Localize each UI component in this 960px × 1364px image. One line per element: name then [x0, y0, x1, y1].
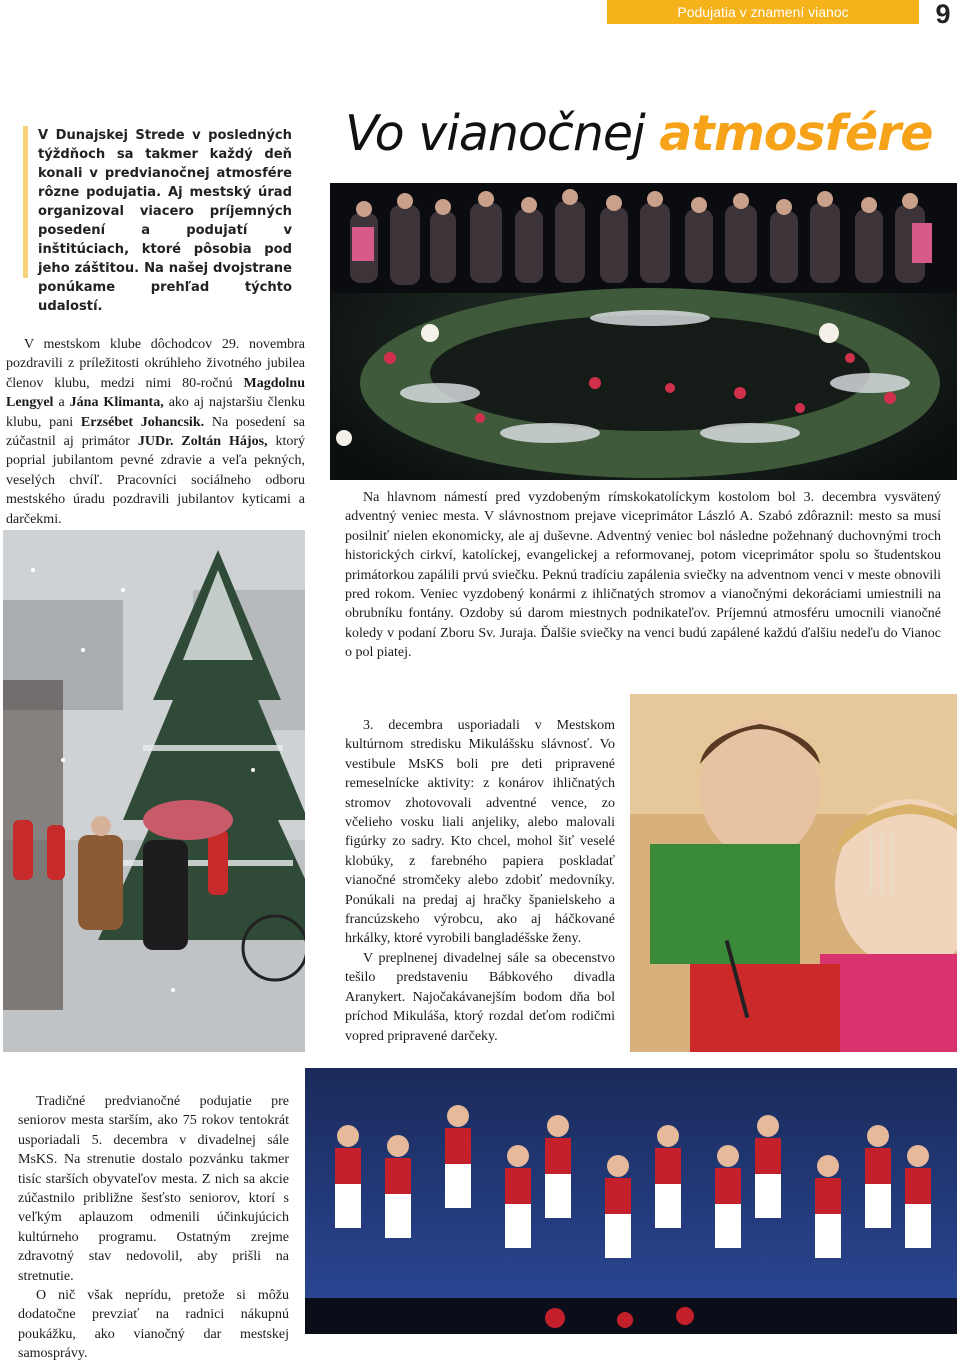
article-mikulas-paragraph-1: 3. decembra usporiadali v Mestskom kultúrnom stredisku Mikulášsku slávnosť. Vo vestibule MsKS boli pre deti pripravené remeselnícke aktivity: z konárov ihličnatých stromov zhotovovali adventné vence, zo včelieho vosku liali anjeliky, alebo malovali figúrky zo sadry. Kto chcel, mohol šiť veselé klobúky, z farebného papiera poskladať vianočné stromčeky alebo zdobiť medovníky. Ponúkali na predaj aj hračky španielskeho a francúzskeho výrobcu, ako aj háčkované hrkálky, ktoré vyrobili bangladéšske ženy. — [345, 718, 615, 947]
lead-paragraph: V Dunajskej Strede v posledných týždňoch sa takmer každý deň konali v predvianočnej atmosfére rôzne podujatia. Aj mestský úrad organizoval viacero príjemných posedení a podujatí v inštitúciach, ktoré pôsobia pod jeho záštitou. Na našej dvojstrane ponúkame prehľad týchto udalostí. — [38, 128, 292, 314]
headline-part-2: atmosfére — [659, 105, 933, 162]
article-advent — [345, 488, 941, 663]
section-title-bar — [607, 0, 919, 24]
article-advent-paragraph: Na hlavnom námestí pred vyzdobeným rímskokatolíckym kostolom bol 3. decembra vysvätený adventný veniec mesta. V slávnostnom prejave viceprimátor László A. Szabó zdôraznil: mesto sa musí posilniť nielen ekonomicky, ale aj duševne. Adventný veniec bol následne požehnaný duchovnými troch historických cirkví, katolíckej, evangelickej a reformovanej, potom viceprimátor spolu so študentskou primátorkou zapálili prvú sviečku. Peknú tradíciu zapálenia sviečky na adventnom venci v meste obnovili pred rokom. Veniec vyzdobený konármi z ihličnatých stromov a vianočnými dekoráciami umiestnili na obrubníku fontány. Ozdoby sú darom miestnych podnikateľov. Príjemnú atmosféru umocnili vianočné koledy v podaní Zboru Sv. Juraja. Ďalšie sviečky na venci budú zapálené každú ďalšiu nedeľu do Vianoc o pol piatej. — [345, 490, 941, 661]
photo-advent-wreath — [330, 183, 957, 480]
page-headline — [345, 104, 955, 164]
name-jan-klimant: Jána Klimanta, — [69, 395, 164, 411]
article-seniors-paragraph-2: O nič však neprídu, pretože si môžu dodatočne prevziať na radnici nákupnú poukážku, ako vianočný dar mestskej samosprávy. — [18, 1288, 289, 1362]
article-club-text-1: V mestskom klube dôchodcov 29. novembra pozdravili z príležitosti okrúhleho životného jubilea členov klubu, medzi nimi 80-ročnú — [6, 337, 305, 391]
name-magdolna-lengyel: Magdolnu Lengyel — [6, 375, 305, 411]
section-title: Podujatia v znamení vianoc — [677, 4, 849, 20]
article-club — [6, 335, 305, 529]
photo-children-crafts — [630, 694, 957, 1052]
article-club-text-5: ktorý poprial jubilantom pevné zdravie a veľa pekných, veselých chvíľ. Pracovníci sociálneho odboru mestského úradu pozdravili jubilantov kyticami a darčekmi. — [6, 434, 305, 527]
name-zoltan-hajos: JUDr. Zoltán Hájos, — [137, 434, 268, 450]
article-club-text-2: a — [53, 395, 70, 411]
article-mikulas-paragraph-2: V preplnenej divadelnej sále sa obecenstvo tešilo predstaveniu Bábkového divadla Aranykert. Najočakávanejším bodom dňa bol príchod Mikuláša, ktorý rozdal deťom rodičmi vopred pripravené darčeky. — [345, 950, 615, 1044]
article-seniors-paragraph-1: Tradičné predvianočné podujatie pre seniorov mesta starším, ako 75 rokov tentokrát usporiadali 5. decembra v divadelnej sále MsKS. Na strenutie dostalo pozvánku takmer tisíc starších obyvateľov mesta. Z nich sa akcie zúčastnilo približne šesťsto seniorov, ktorí s veľkým aplauzom odmenili účinkujúcich kultúrneho programu. Ostatným zrejme zdravotný stav nedovolil, aby prišli na stretnutie. — [18, 1094, 289, 1284]
article-seniors — [18, 1092, 289, 1364]
name-erzsebet-johancsik: Erzsébet Johancsik. — [80, 414, 205, 430]
article-mikulas — [345, 716, 615, 1046]
article-club-text-3: ako aj najstaršiu členku klubu, pani — [6, 395, 305, 430]
photo-children-dance — [305, 1068, 957, 1334]
article-club-text-4: Na posedení sa zúčastnil aj primátor — [6, 414, 305, 450]
page-number: 9 — [935, 0, 951, 29]
headline-part-1: Vo vianočnej — [345, 105, 660, 162]
lead-accent-bar — [23, 126, 28, 278]
photo-snowy-christmas-tree — [3, 530, 305, 1052]
